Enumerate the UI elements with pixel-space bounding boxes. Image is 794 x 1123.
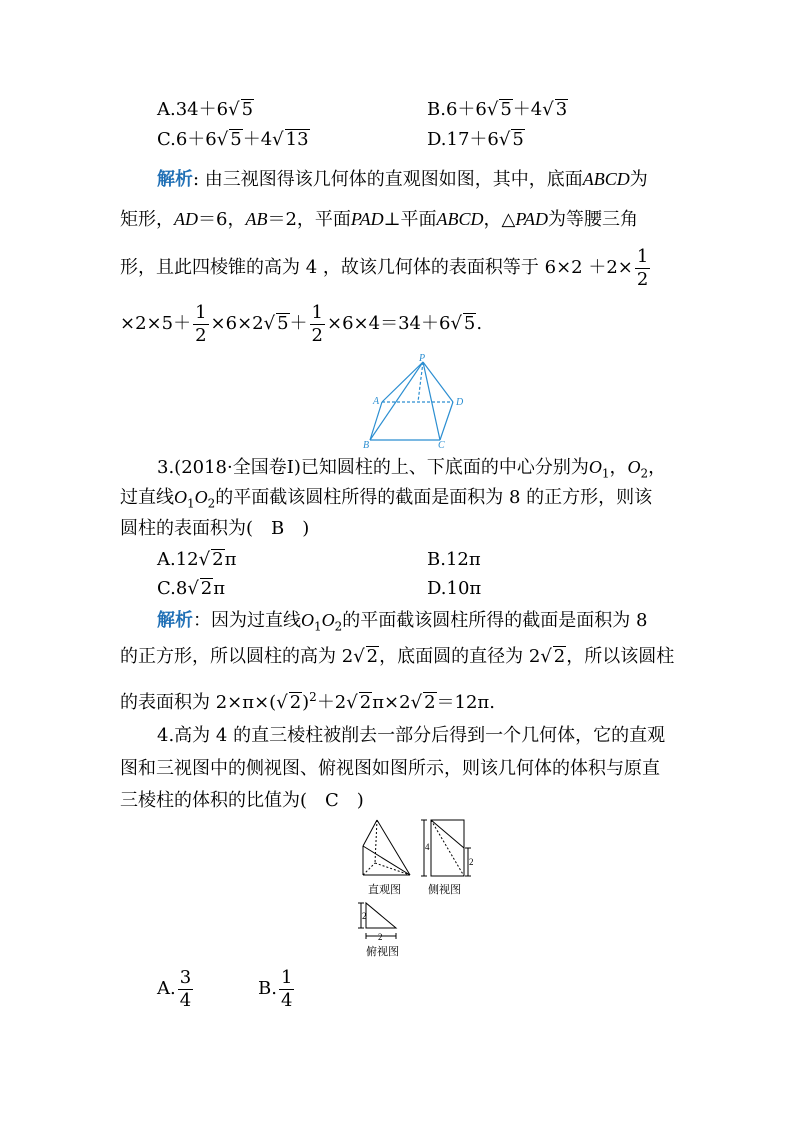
q3-solution-line3: 的表面积为 2×π×(√ 2)$^2$＋2√ 2π×2√ 2＝12π. — [120, 690, 495, 713]
q4-option-b: B. $\frac{1}{4}$ — [258, 966, 293, 1011]
side-diagonal — [431, 820, 464, 848]
q2-option-b: B.6＋6√ 5＋4√ 3 — [427, 99, 568, 120]
q3-option-b: B.12π — [427, 549, 481, 570]
side-hidden-diagonal — [431, 820, 464, 876]
sqrt-icon: √ — [346, 692, 358, 713]
q2-option-d: D.17＋6√ 5 — [427, 129, 524, 150]
q3-stem-line2: 过直线$O_1O_2$的平面截该圆柱所得的截面是面积为 8 的正方形，则该 — [120, 487, 653, 511]
perspective-view-figure — [360, 818, 420, 880]
q4-stem-line1: 4.高为 4 的直三棱柱被削去一部分后得到一个几何体，它的直观 — [157, 725, 666, 746]
q2-option-a: A.34＋6√ 5 — [157, 99, 254, 120]
q3-option-d: D.10π — [427, 578, 482, 599]
edge-pa — [382, 362, 423, 402]
label-c: C — [438, 440, 445, 450]
fraction-one-quarter: $\frac{1}{4}$ — [280, 966, 293, 1011]
q4-stem-line2: 图和三视图中的侧视图、俯视图如图所示，则该几何体的体积与原直 — [120, 758, 660, 779]
q4-stem-line3: 三棱柱的体积的比值为( C ) — [120, 790, 364, 811]
q2-solution-line4: ×2×5＋ $\frac{1}{2}$ ×6×2√ 5＋ $\frac{1}{2}$ ×6×4＝34＋6√ 5. — [120, 301, 483, 346]
edge-ab — [370, 402, 382, 440]
edge-hidden — [375, 863, 410, 875]
q3-solution-line2: 的正方形，所以圆柱的高为 2√ 2，底面圆的直径为 2√ 2，所以该圆柱 — [120, 646, 675, 667]
q2-solution-line3: 形，且此四棱锥的高为 4 ，故该几何体的表面积等于 6×2 ＋2× $\frac{1}{2}$ — [120, 245, 649, 290]
label-a: A — [373, 396, 380, 407]
edge-hidden — [363, 863, 375, 875]
top-triangle — [366, 903, 396, 928]
fraction-half: $\frac{1}{2}$ — [636, 245, 649, 290]
top-view-figure — [358, 900, 403, 942]
sqrt-icon: √ — [486, 99, 499, 120]
sqrt-icon: √ — [410, 692, 423, 713]
sqrt-icon: √ — [228, 99, 240, 120]
label-d: D — [456, 397, 464, 408]
label-b: B — [363, 440, 370, 450]
dim-4-label: 4 — [425, 842, 430, 852]
q3-stem-line1: 3.(2018·全国卷Ⅰ)已知圆柱的上、下底面的中心分别为$O_1$，$O_2$， — [157, 457, 667, 481]
sqrt-icon: √ — [353, 646, 365, 667]
q3-solution-line1: 解析：因为过直线$O_1O_2$的平面截该圆柱所得的截面是面积为 8 — [157, 610, 648, 634]
fraction-half: $\frac{1}{2}$ — [195, 301, 207, 346]
q3-option-a: A.12√ 2π — [157, 549, 237, 570]
caption-top: 俯视图 — [366, 945, 399, 958]
edge — [377, 820, 410, 875]
sqrt-icon: √ — [263, 313, 276, 334]
sqrt-icon: √ — [450, 313, 462, 334]
q3-stem-line3: 圆柱的表面积为( B ) — [120, 518, 310, 539]
edge-hidden — [375, 820, 377, 863]
side-view-figure — [420, 818, 475, 880]
sqrt-icon: √ — [272, 129, 284, 150]
sqrt-icon: √ — [198, 549, 211, 570]
q2-solution-line2: 矩形，AD＝6，AB＝2，平面PAD⊥平面ABCD，△PAD为等腰三角 — [120, 209, 639, 230]
pyramid-figure — [360, 352, 472, 450]
edge — [363, 846, 410, 875]
dim-2-label-horizontal: 2 — [378, 932, 383, 942]
sqrt-icon: √ — [542, 99, 554, 120]
sqrt-icon: √ — [276, 692, 288, 713]
q2-solution-line1: 解析: 由三视图得该几何体的直观图如图，其中，底面ABCD为 — [157, 169, 648, 190]
edge — [363, 820, 377, 846]
sqrt-icon: √ — [540, 646, 552, 667]
sqrt-icon: √ — [187, 578, 199, 599]
dim-2-label-vertical: 2 — [362, 911, 367, 921]
q2-option-c: C.6＋6√ 5＋4√ 13 — [157, 129, 309, 150]
dim-2-label: 2 — [469, 857, 474, 867]
edge-cd — [440, 402, 453, 440]
q3-option-c: C.8√ 2π — [157, 578, 226, 599]
sqrt-icon: √ — [498, 129, 511, 150]
caption-side: 侧视图 — [428, 883, 461, 896]
q4-option-a: A. $\frac{3}{4}$ — [157, 966, 192, 1011]
label-p: P — [419, 353, 426, 364]
fraction-three-quarters: $\frac{3}{4}$ — [179, 966, 192, 1011]
caption-perspective: 直观图 — [368, 883, 401, 896]
fraction-half: $\frac{1}{2}$ — [311, 301, 323, 346]
sqrt-icon: √ — [216, 129, 229, 150]
